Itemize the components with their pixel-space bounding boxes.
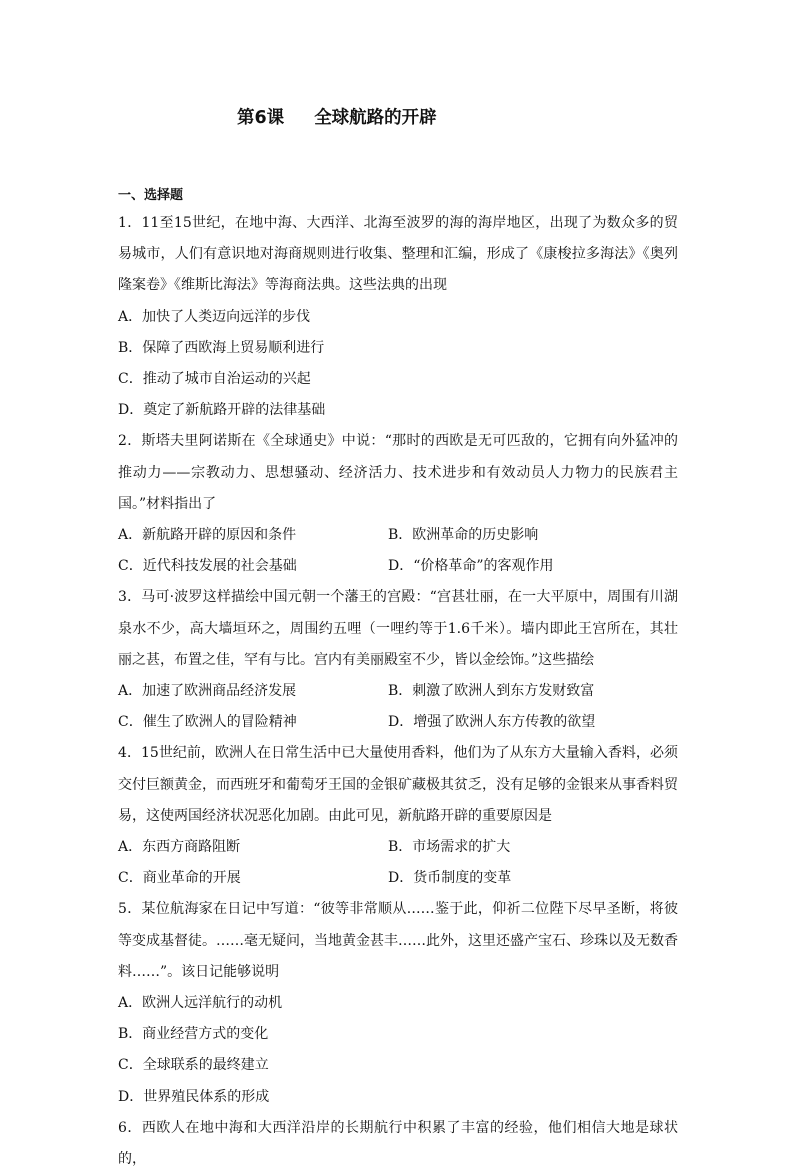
option: D．奠定了新航路开辟的法律基础 [118, 402, 326, 419]
question [118, 582, 678, 738]
question-stem: 2．斯塔夫里阿诺斯在《全球通史》中说：“那时的西欧是无可匹敌的，它拥有向外猛冲的推动力——宗教动力、思想骚动、经济活力、技术进步和有效动员人力物力的民族君主国。”材料指出了 [118, 433, 678, 512]
question-options [118, 676, 678, 738]
question-stem: 4．15世纪前，欧洲人在日常生活中已大量使用香料，他们为了从东方大量输入香料，必须交付巨额黄金，而西班牙和葡萄牙王国的金银矿藏极其贫乏，没有足够的金银来从事香料贸易，这使两国经济状况恶化加剧。由此可见，新航路开辟的重要原因是 [118, 745, 678, 824]
question [118, 426, 678, 582]
question-options [118, 520, 678, 582]
option: B．欧洲革命的历史影响 [388, 527, 539, 544]
question-stem: 6．西欧人在地中海和大西洋沿岸的长期航行中积累了丰富的经验，他们相信大地是球状的， [118, 1119, 678, 1168]
lesson-number: 第6课 [237, 108, 285, 128]
option: D．增强了欧洲人东方传教的欲望 [388, 714, 596, 731]
question-stem: 5．某位航海家在日记中写道：“彼等非常顺从……鉴于此，仰祈二位陛下尽早圣断，将彼等变成基督徒。……毫无疑问，当地黄金甚丰……此外，这里还盛产宝石、珍珠以及无数香料……”。该日记能够说明 [118, 901, 678, 980]
question [118, 738, 678, 894]
option: D．货币制度的变革 [388, 870, 512, 887]
section-heading: 一、选择题 [118, 188, 184, 203]
option: B．市场需求的扩大 [388, 839, 511, 856]
page-title [237, 104, 437, 129]
option: C．催生了欧洲人的冒险精神 [118, 714, 297, 731]
option: D．“价格革命”的客观作用 [388, 558, 554, 575]
option: C．推动了城市自治运动的兴起 [118, 371, 311, 388]
option: D．世界殖民体系的形成 [118, 1088, 270, 1105]
question-list [118, 208, 678, 1175]
option: A．欧洲人远洋航行的动机 [118, 995, 283, 1012]
option: C．全球联系的最终建立 [118, 1057, 269, 1074]
option: A．加速了欧洲商品经济发展 [118, 683, 297, 700]
question [118, 208, 678, 426]
question [118, 894, 678, 1112]
question [118, 1113, 678, 1175]
question-stem: 1．11至15世纪，在地中海、大西洋、北海至波罗的海的海岸地区，出现了为数众多的贸易城市，人们有意识地对海商规则进行收集、整理和汇编，形成了《康梭拉多海法》《奥列隆案卷》《维斯比海法》等海商法典。这些法典的出现 [118, 215, 678, 294]
option: A．新航路开辟的原因和条件 [118, 527, 297, 544]
question-options [118, 988, 678, 1113]
option: B．保障了西欧海上贸易顺利进行 [118, 339, 325, 356]
option: B．刺激了欧洲人到东方发财致富 [388, 683, 595, 700]
question-options [118, 832, 678, 894]
question-stem: 3．马可·波罗这样描绘中国元朝一个藩王的宫殿：“宫甚壮丽，在一大平原中，周围有川湖泉水不少，高大墙垣环之，周围约五哩（一哩约等于1.6千米）。墙内即此王宫所在，其壮丽之甚，布置之佳，罕有与比。宫内有美丽殿室不少，皆以金绘饰。”这些描绘 [118, 589, 678, 668]
option: B．商业经营方式的变化 [118, 1026, 269, 1043]
lesson-name: 全球航路的开辟 [314, 108, 437, 128]
option: A．加快了人类迈向远洋的步伐 [118, 308, 311, 325]
option: C．商业革命的开展 [118, 870, 241, 887]
option: C．近代科技发展的社会基础 [118, 558, 297, 575]
option: A．东西方商路阻断 [118, 839, 241, 856]
question-options [118, 302, 678, 427]
